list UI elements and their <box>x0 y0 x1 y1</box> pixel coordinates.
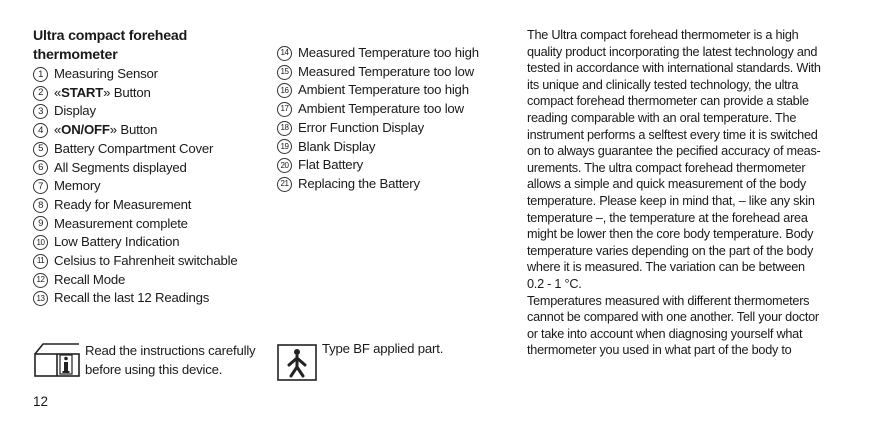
item-label: Measured Temperature too low <box>298 63 474 79</box>
part-item <box>33 159 273 178</box>
item-number-circle: 17 <box>277 102 292 117</box>
item-label-post: » Button <box>109 122 158 138</box>
item-number-circle: 8 <box>33 198 48 213</box>
item-label-pre: « <box>54 84 62 100</box>
text-line: compact forehead thermometer can provide a stable <box>527 94 809 109</box>
instructions-text <box>85 342 275 379</box>
text-line: on to always guarantee the pecified accuracy of meas- <box>527 144 821 159</box>
item-label: All Segments displayed <box>54 159 187 175</box>
item-number-circle: 2 <box>33 86 48 101</box>
item-label: Low Battery Indication <box>54 234 180 250</box>
type-bf-person-icon <box>276 342 318 382</box>
item-number-circle: 21 <box>277 177 292 192</box>
item-label: Replacing the Battery <box>298 175 420 191</box>
text-line: allows a simple and quick measurement of the body <box>527 177 807 192</box>
description-paragraph-2 <box>527 293 857 359</box>
item-label-bold: START <box>61 84 104 100</box>
item-number-circle: 10 <box>33 235 48 250</box>
item-label: Error Function Display <box>298 119 425 135</box>
section-title-line-1: Ultra compact forehead <box>33 28 188 44</box>
item-label: Ambient Temperature too low <box>298 101 464 117</box>
part-item <box>33 140 273 159</box>
instructions-line-1: Read the instructions carefully <box>85 343 256 358</box>
parts-list-left <box>33 65 273 308</box>
text-line: or take into account when diagnosing yourself what <box>527 326 803 341</box>
part-item <box>33 215 273 234</box>
item-number-circle: 11 <box>33 254 48 269</box>
text-line: its unique and clinically tested technology, the ultra <box>527 77 799 92</box>
item-number-circle: 14 <box>277 46 292 61</box>
item-number-circle: 18 <box>277 121 292 136</box>
part-item <box>33 252 273 271</box>
text-line: quality product incorporating the latest technology and <box>527 44 818 59</box>
item-number-circle: 13 <box>33 291 48 306</box>
part-item <box>277 119 507 138</box>
part-item <box>33 177 273 196</box>
item-number-circle: 12 <box>33 273 48 288</box>
item-number-circle: 7 <box>33 179 48 194</box>
item-label: Flat Battery <box>298 157 364 173</box>
part-item <box>277 63 507 82</box>
text-line: tested in accordance with international standards. With <box>527 61 821 76</box>
item-number-circle: 15 <box>277 65 292 80</box>
part-item <box>277 138 507 157</box>
item-label: Measurement complete <box>54 215 188 231</box>
description-paragraph-1 <box>527 27 857 293</box>
item-label-bold: ON/OFF <box>61 122 110 138</box>
type-bf-notice <box>276 342 472 382</box>
item-number-circle: 6 <box>33 160 48 175</box>
part-item <box>33 233 273 252</box>
item-number-circle: 19 <box>277 139 292 154</box>
text-line: cannot be compared with one another. Tell your doctor <box>527 310 819 325</box>
text-line: thermometer you used in what part of the body to <box>527 343 792 358</box>
item-label <box>54 84 151 103</box>
info-book-icon <box>33 342 81 378</box>
item-label <box>54 121 157 140</box>
item-label: Display <box>54 103 96 119</box>
text-line: urements. The ultra compact forehead thermometer <box>527 160 806 175</box>
text-line: Temperatures measured with different thermometers <box>527 293 810 308</box>
item-label: Measured Temperature too high <box>298 45 479 60</box>
instructions-notice <box>33 342 275 379</box>
text-line: where it is measured. The variation can be between <box>527 260 805 275</box>
part-item <box>33 84 273 103</box>
text-line: temperature. Please keep in mind that, – like any skin <box>527 193 815 208</box>
section-title <box>33 27 273 65</box>
part-item <box>33 102 273 121</box>
instructions-line-2: before using this device. <box>85 361 223 377</box>
part-item <box>33 271 273 290</box>
item-label: Recall Mode <box>54 271 126 287</box>
page-number: 12 <box>33 394 49 409</box>
parts-list-column-middle <box>277 44 507 194</box>
part-item <box>277 81 507 100</box>
item-label: Ambient Temperature too high <box>298 82 469 98</box>
item-number-circle: 1 <box>33 67 48 82</box>
part-item <box>277 44 507 63</box>
item-label-post: » Button <box>103 84 151 100</box>
description-column <box>527 27 857 359</box>
item-number-circle: 16 <box>277 83 292 98</box>
item-number-circle: 5 <box>33 142 48 157</box>
item-label: Recall the last 12 Readings <box>54 290 210 306</box>
part-item <box>33 196 273 215</box>
item-label: Memory <box>54 178 101 194</box>
text-line: 0.2 - 1 °C. <box>527 276 582 291</box>
item-number-circle: 4 <box>33 123 48 138</box>
part-item <box>33 121 273 140</box>
text-line: The Ultra compact forehead thermometer is a high <box>527 28 799 42</box>
item-number-circle: 9 <box>33 216 48 231</box>
item-label: Measuring Sensor <box>54 66 158 81</box>
part-item <box>277 100 507 119</box>
item-number-circle: 20 <box>277 158 292 173</box>
text-line: might be lower then the core body temperature. Body <box>527 227 814 242</box>
item-label-pre: « <box>54 122 62 138</box>
parts-list-middle <box>277 44 507 194</box>
part-item <box>277 156 507 175</box>
part-item <box>33 289 273 308</box>
item-label: Celsius to Fahrenheit switchable <box>54 253 238 269</box>
text-line: temperature varies depending on the part of the body <box>527 243 814 258</box>
item-number-circle: 3 <box>33 104 48 119</box>
item-label: Blank Display <box>298 138 376 154</box>
part-item <box>277 175 507 194</box>
text-line: instrument performs a selftest every time it is switched <box>527 127 818 142</box>
item-label: Ready for Measurement <box>54 196 192 212</box>
type-bf-text: Type BF applied part. <box>322 341 444 356</box>
text-line: reading comparable with an oral temperature. The <box>527 110 797 125</box>
section-title-line-2: thermometer <box>33 47 118 63</box>
parts-list-column-left <box>33 27 273 308</box>
part-item <box>33 65 273 84</box>
text-line: temperature –, the temperature at the forehead area <box>527 210 808 225</box>
item-label: Battery Compartment Cover <box>54 140 214 156</box>
